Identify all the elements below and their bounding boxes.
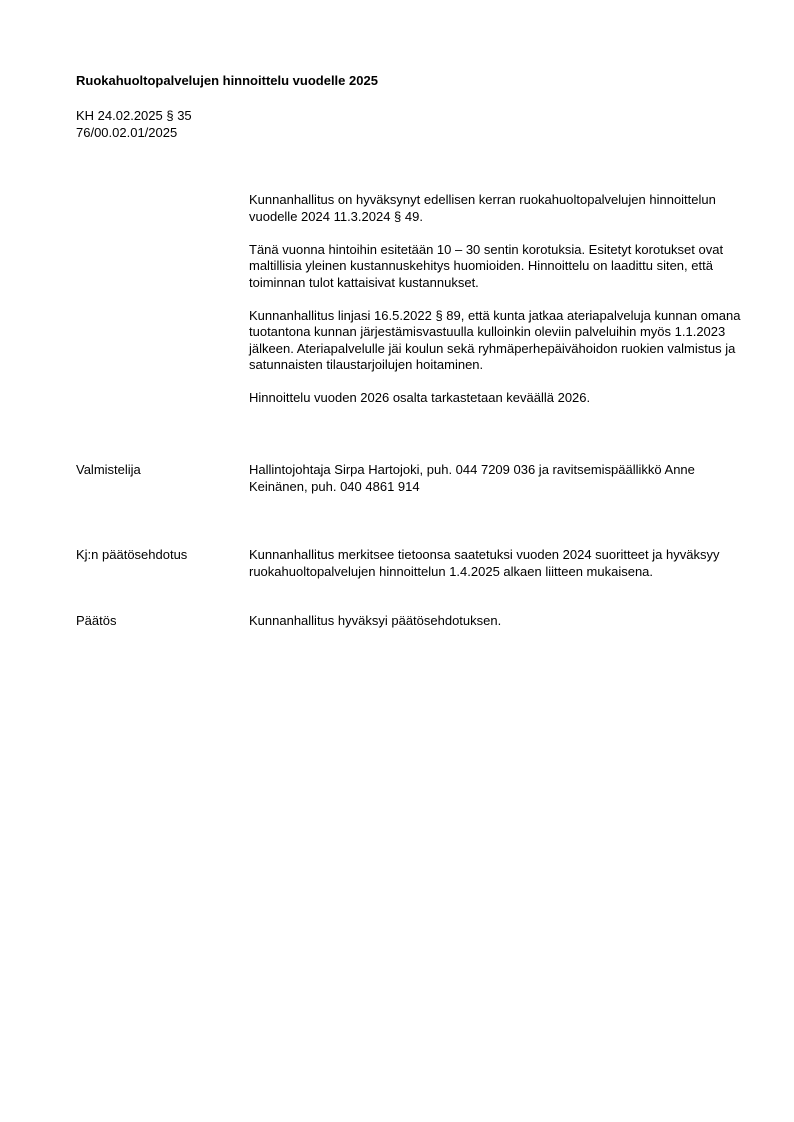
- meeting-reference: KH 24.02.2025 § 35: [76, 108, 192, 123]
- paragraph-price-increases: Tänä vuonna hintoihin esitetään 10 – 30 sentin korotuksia. Esitetyt korotukset ovat maltillisia yleinen kustannuskehitys huomioiden. Hinnoittelu on laadittu siten, että toiminnan tulot kattaisivat kustannukset.: [249, 241, 724, 290]
- document-meta: [76, 108, 192, 141]
- proposal-text: Kunnanhallitus merkitsee tietoonsa saatetuksi vuoden 2024 suoritteet ja hyväksyy ruokahuoltopalvelujen hinnoittelun 1.4.2025 alkaen liitteen mukaisena.: [249, 547, 720, 579]
- paragraph-next-review: Hinnoittelu vuoden 2026 osalta tarkastetaan keväällä 2026.: [249, 390, 591, 405]
- document-title: Ruokahuoltopalvelujen hinnoittelu vuodelle 2025: [76, 73, 378, 88]
- document-body: [249, 192, 744, 423]
- proposal-label: Kj:n päätösehdotus: [76, 547, 188, 562]
- paragraph-meal-services-policy: Kunnanhallitus linjasi 16.5.2022 § 89, että kunta jatkaa ateriapalveluja kunnan omana tuotantona kunnan järjestämisvastuulla kulloinkin oleviin palveluihin myös 1.1.2023 jälkeen. Ateriapalvelulle jäi koulun sekä ryhmäperhepäivähoidon ruokien valmistus ja satunnaisten tilaustarjoilujen hoitaminen.: [249, 307, 741, 372]
- record-number: 76/00.02.01/2025: [76, 124, 178, 140]
- paragraph-previous-pricing: Kunnanhallitus on hyväksynyt edellisen kerran ruokahuoltopalvelujen hinnoittelun vuodelle 2024 11.3.2024 § 49.: [249, 192, 716, 224]
- preparer-label: Valmistelija: [76, 462, 141, 477]
- decision-text: Kunnanhallitus hyväksyi päätösehdotuksen.: [249, 613, 502, 628]
- preparer-text: Hallintojohtaja Sirpa Hartojoki, puh. 044 7209 036 ja ravitsemispäällikkö Anne Keinänen, puh. 040 4861 914: [249, 462, 695, 494]
- decision-label: Päätös: [76, 613, 117, 628]
